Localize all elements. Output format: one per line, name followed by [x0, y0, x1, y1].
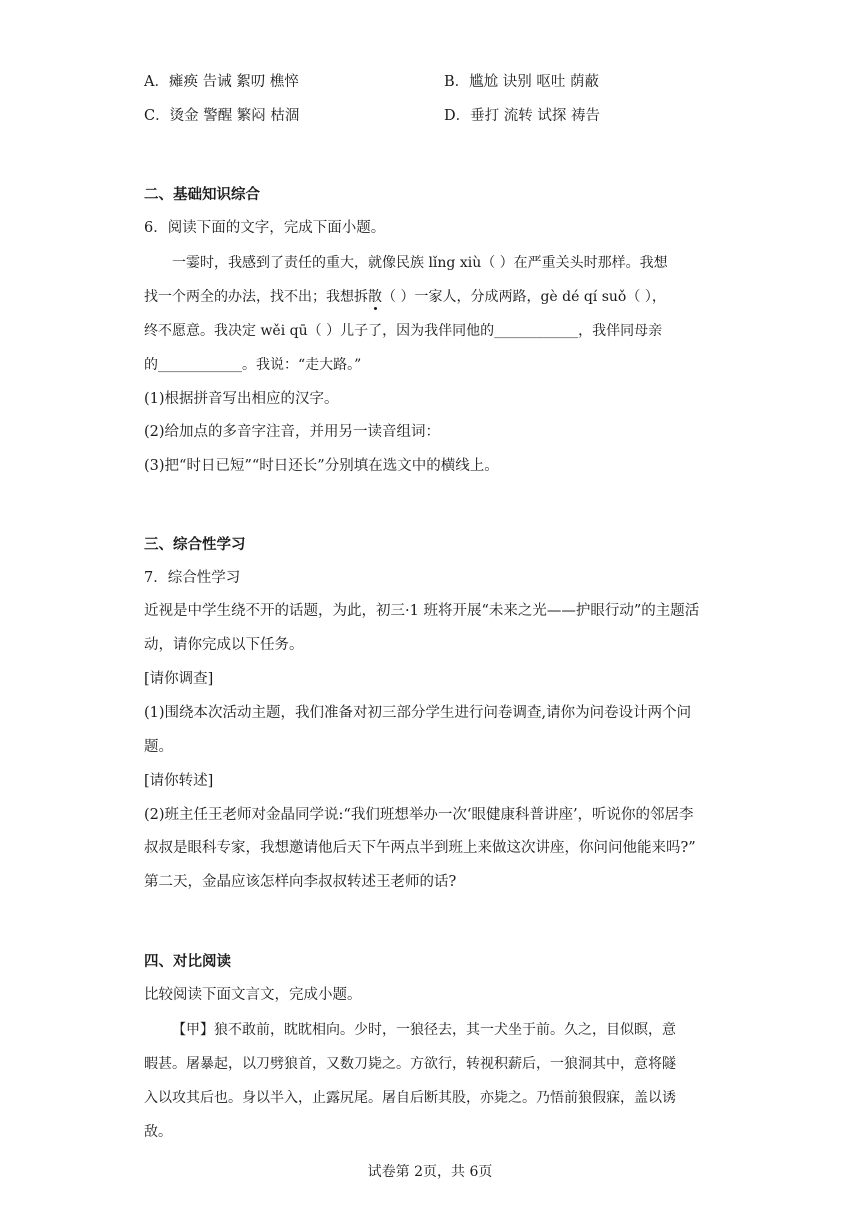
section-heading-4: 四、对比阅读: [144, 953, 231, 970]
option-a: A．瘫痪 告诫 絮叨 樵悴: [144, 74, 299, 90]
task-survey-label: [请你调查]: [144, 671, 214, 687]
option-d: D．垂打 流转 试探 祷告: [444, 108, 600, 124]
passage-line-1: 一霎时，我感到了责任的重大，就像民族 lǐng xiù（ ）在严重关头时那样。我想: [172, 255, 668, 271]
question-7-title: 7．综合性学习: [144, 570, 241, 586]
passage-line-3: 终不愿意。我决定 wěi qū（ ）儿子了，因为我伴同他的____________，我伴同母亲: [144, 323, 663, 339]
section-heading-3: 三、综合性学习: [144, 536, 246, 553]
classical-line-2: 暇甚。屠暴起，以刀劈狼首，又数刀毙之。方欲行，转视积薪后，一狼洞其中，意将隧: [144, 1056, 676, 1072]
sub-question-7-1-a: (1)围绕本次活动主题，我们准备对初三部分学生进行问卷调查,请你为问卷设计两个问: [144, 705, 692, 721]
passage-line-4: 的____________。我说：“走大路。”: [144, 357, 362, 373]
section-4-intro: 比较阅读下面文言文，完成小题。: [144, 987, 362, 1003]
sub-question-3: (3)把“时日已短”“时日还长”分别填在选文中的横线上。: [144, 458, 499, 474]
classical-line-4: 敌。: [144, 1124, 172, 1140]
option-b: B．尴尬 诀别 呕吐 荫蔽: [444, 74, 599, 90]
sub-question-7-2-c: 第二天，金晶应该怎样向李叔叔转述王老师的话?: [144, 874, 457, 890]
sub-question-2: (2)给加点的多音字注音，并用另一读音组词：: [144, 424, 441, 440]
intro-line-1: 近视是中学生绕不开的话题，为此，初三·1 班将开展“未来之光——护眼行动”的主题活: [144, 603, 700, 619]
passage-line-2-b: （ ）一家人，分成两路，gè dé qí suǒ（ ），: [382, 289, 666, 305]
classical-line-1: 【甲】狼不敢前，眈眈相向。少时，一狼径去，其一犬坐于前。久之，目似瞑，意: [172, 1022, 676, 1038]
sub-question-7-2-a: (2)班主任王老师对金晶同学说:“我们班想举办一次‘眼健康科普讲座’，听说你的邻居李: [144, 807, 694, 823]
page-footer: 试卷第 2页，共 6页: [367, 1164, 493, 1180]
passage-line-2-a: 找一个两全的办法，找不出；我想拆: [144, 289, 368, 305]
sub-question-1: (1)根据拼音写出相应的汉字。: [144, 391, 339, 407]
classical-line-3: 入以攻其后也。身以半入，止露尻尾。屠自后断其股，亦毙之。乃悟前狼假寐，盖以诱: [144, 1090, 676, 1106]
question-6-title: 6．阅读下面的文字，完成下面小题。: [144, 220, 386, 236]
passage-line-2: [144, 287, 666, 307]
dotted-character: 散: [368, 289, 382, 305]
option-c: C．烫金 警醒 繁闷 枯涸: [144, 108, 300, 124]
section-heading-2: 二、基础知识综合: [144, 186, 260, 203]
sub-question-7-2-b: 叔叔是眼科专家，我想邀请他后天下午两点半到班上来做这次讲座，你问问他能来吗?”: [144, 840, 696, 856]
intro-line-2: 动，请你完成以下任务。: [144, 637, 304, 653]
sub-question-7-1-b: 题。: [144, 739, 173, 755]
task-relay-label: [请你转述]: [144, 773, 214, 789]
